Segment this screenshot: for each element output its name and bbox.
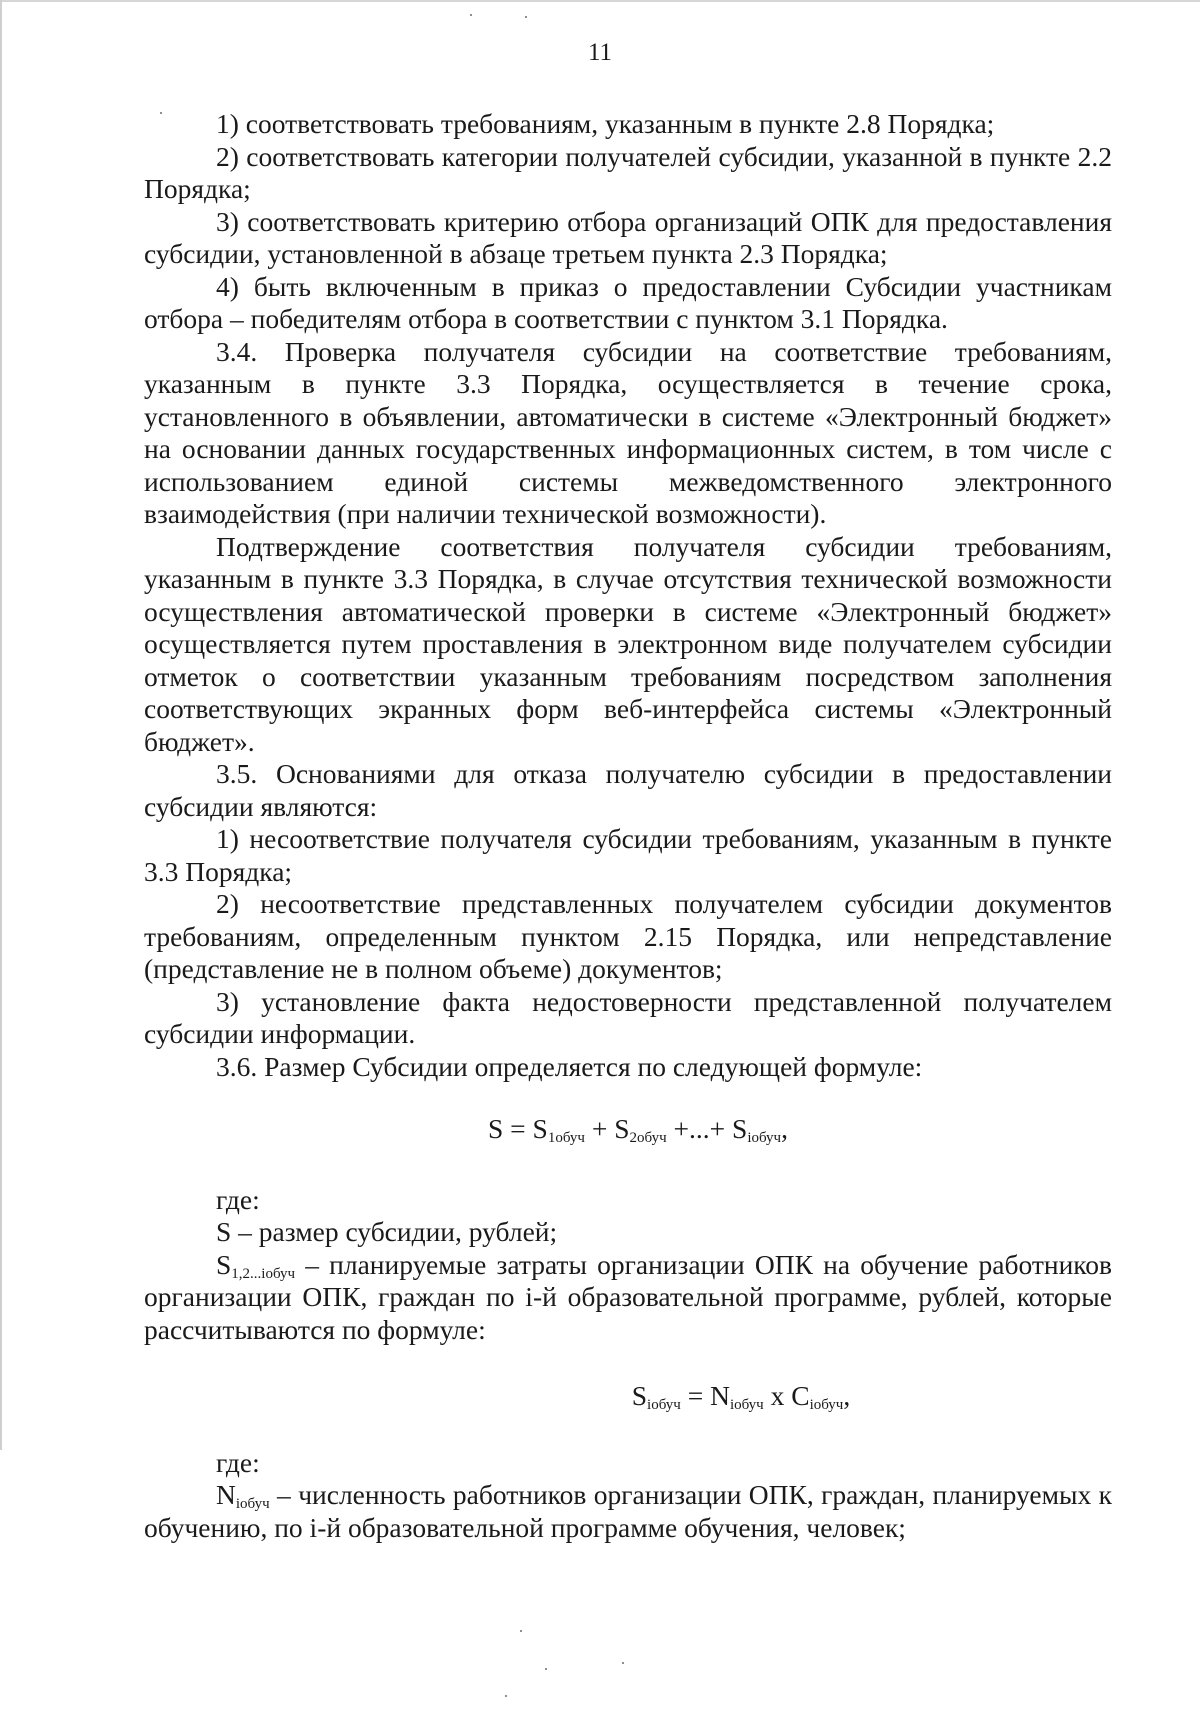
subsidy-formula <box>144 1113 1112 1146</box>
formula-part: x C <box>763 1380 810 1411</box>
page-number: 11 <box>587 39 613 66</box>
formula-part: S = S <box>488 1113 548 1144</box>
formula-subscript: iобуч <box>809 1397 844 1413</box>
formula-part: , <box>843 1380 851 1411</box>
paragraph: 3) установление факта недостоверности представленной получателем субсидии информации. <box>144 985 1112 1049</box>
cost-formula <box>144 1380 1112 1413</box>
scan-speck <box>505 1695 507 1697</box>
paragraph: 2) несоответствие представленных получателем субсидии документов требованиям, определенным пунктом 2.15 Порядка, или непредставление (представление не в полном объеме) документов; <box>144 888 1112 984</box>
definition-text: – планируемые затраты организации ОПК на обучение работников организации ОПК, граждан по i-й образовательной программе, рублей, которые рассчитываются по формуле: <box>144 1248 1112 1345</box>
paragraph: 1) соответствовать требованиям, указанным в пункте 2.8 Порядка; <box>216 108 995 139</box>
formula-subscript: iобуч <box>747 1130 782 1146</box>
formula-part: , <box>781 1113 788 1144</box>
scan-speck <box>470 14 472 16</box>
definition-subscript: iобуч <box>235 1496 270 1512</box>
definition-n <box>144 1479 1112 1544</box>
paragraph: 3.6. Размер Субсидии определяется по следующей формуле: <box>216 1050 923 1082</box>
formula-subscript: iобуч <box>647 1397 681 1413</box>
formula-part: = N <box>680 1380 730 1411</box>
paragraph: Подтверждение соответствия получателя субсидии требованиям, указанным в пункте 3.3 Порядка, в случае отсутствия технической возможности осуществления автоматической проверки в системе «Электронный бюджет» осуществляется путем проставления в электронном виде получателем субсидии отметок о соответствии указанным требованиям посредством заполнения соответствующих экранных форм веб-интерфейса системы «Электронный бюджет». <box>144 530 1112 757</box>
where-label: где: <box>216 1183 260 1215</box>
formula-part: +...+ S <box>666 1113 748 1144</box>
paragraph: 3) соответствовать критерию отбора организаций ОПК для предоставления субсидии, установленной в абзаце третьем пункта 2.3 Порядка; <box>144 205 1112 269</box>
formula-subscript: 2обуч <box>629 1130 667 1146</box>
formula-subscript: 1обуч <box>547 1130 585 1146</box>
formula-subscript: iобуч <box>729 1397 764 1413</box>
definition-s: S – размер субсидии, рублей; <box>216 1216 558 1247</box>
formula-part: S <box>631 1380 648 1411</box>
formula-part: + S <box>584 1113 630 1144</box>
definition-subscript: 1,2...iобуч <box>231 1265 296 1282</box>
scan-speck <box>160 112 162 114</box>
scan-left-edge <box>0 0 2 1450</box>
scan-top-edge <box>0 0 1200 2</box>
definition-s12 <box>144 1249 1112 1347</box>
paragraph: 2) соответствовать категории получателей субсидии, указанной в пункте 2.2 Порядка; <box>144 140 1112 204</box>
scan-speck <box>520 1630 522 1632</box>
paragraph: 4) быть включенным в приказ о предоставлении Субсидии участникам отбора – победителям отбора в соответствии с пунктом 3.1 Порядка. <box>144 270 1112 334</box>
scan-speck <box>622 1662 624 1664</box>
definition-symbol: S <box>216 1248 232 1280</box>
definition-text: – численность работников организации ОПК, граждан, планируемых к обучению, по i-й образовательной программе обучения, человек; <box>144 1479 1112 1543</box>
where-label: где: <box>216 1446 260 1478</box>
definition-symbol: N <box>216 1479 236 1510</box>
scan-speck <box>545 1668 547 1670</box>
scan-speck <box>525 16 527 18</box>
document-body <box>144 108 1112 1544</box>
paragraph: 3.5. Основаниями для отказа получателю субсидии в предоставлении субсидии являются: <box>144 758 1112 822</box>
paragraph: 1) несоответствие получателя субсидии требованиям, указанным в пункте 3.3 Порядка; <box>144 823 1112 887</box>
paragraph: 3.4. Проверка получателя субсидии на соответствие требованиям, указанным в пункте 3.3 Порядка, осуществляется в течение срока, установленного в объявлении, автоматически в системе «Электронный бюджет» на основании данных государственных информационных систем, в том числе с использованием единой системы межведомственного электронного взаимодействия (при наличии технической возможности). <box>144 335 1112 529</box>
